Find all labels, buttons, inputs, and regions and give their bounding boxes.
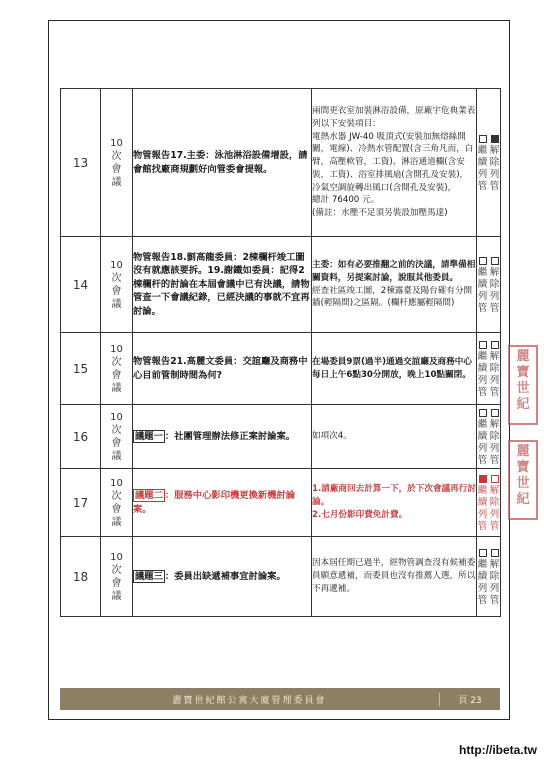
resolution-line: 1.請廠商回去計算一下，於下次會議再行討論。 (312, 484, 476, 508)
status-char: 列 (489, 582, 500, 594)
session-label (101, 469, 133, 537)
session-char: 10 (110, 137, 123, 149)
session-label (101, 405, 133, 469)
session-char: 10 (110, 411, 123, 423)
resolution-line: 因本屆任期已過半，經物管調查沒有候補委員願意遞補，而委員也沒有推薦人選，所以不再遞補。 (312, 558, 476, 594)
session-char: 會 (111, 369, 122, 381)
status-char: 續 (477, 430, 488, 442)
checkbox[interactable] (479, 257, 487, 265)
item-number: 14 (61, 237, 101, 333)
resolution (312, 333, 477, 405)
status-char: 解 (489, 144, 500, 156)
status-continue[interactable] (477, 409, 488, 467)
status-char: 繼 (477, 350, 488, 362)
status-char: 除 (489, 430, 500, 442)
session-char: 會 (111, 577, 122, 589)
checkbox[interactable] (491, 135, 499, 143)
stamp-char: 寶 (516, 365, 530, 380)
status-char: 管 (477, 594, 488, 606)
status-release[interactable] (489, 549, 500, 607)
agenda-text: 物管報告21.高麗文委員：交誼廳及商務中心目前管制時間為何? (133, 355, 308, 381)
session-char: 10 (110, 259, 123, 271)
status-char: 管 (489, 454, 500, 466)
table-row (61, 333, 501, 405)
status-continue[interactable] (477, 135, 488, 193)
status-char: 列 (489, 442, 500, 454)
status-continue[interactable] (477, 549, 488, 607)
agenda-item (133, 405, 312, 469)
status-cell (477, 333, 501, 405)
session-char: 議 (111, 450, 122, 462)
status-char: 列 (477, 374, 488, 386)
stamp-char: 麗 (516, 349, 530, 364)
stamp-char: 世 (516, 381, 530, 396)
status-char: 解 (489, 266, 500, 278)
seal-stamp (508, 345, 538, 425)
page-number: 頁 23 (439, 693, 500, 706)
item-number: 17 (61, 469, 101, 537)
session-char: 議 (111, 176, 122, 188)
agenda-text: 物管報告17.主委：泳池淋浴設備增設，請會館找廠商規劃好向管委會提報。 (133, 149, 308, 175)
status-char: 續 (477, 496, 488, 508)
status-release[interactable] (489, 341, 500, 399)
status-continue[interactable] (477, 341, 488, 399)
status-cell (477, 469, 501, 537)
status-char: 除 (489, 570, 500, 582)
item-number: 16 (61, 405, 101, 469)
resolution (312, 537, 477, 617)
status-cell (477, 89, 501, 237)
minutes-table (60, 88, 501, 617)
status-char: 管 (477, 180, 488, 192)
status-char: 列 (477, 290, 488, 302)
agenda-text: ：服務中心影印機更換新機討論案。 (133, 489, 296, 515)
status-char: 繼 (477, 558, 488, 570)
checkbox[interactable] (491, 549, 499, 557)
status-char: 續 (477, 570, 488, 582)
session-label (101, 89, 133, 237)
agenda-item (133, 469, 312, 537)
checkbox[interactable] (479, 549, 487, 557)
status-char: 續 (477, 362, 488, 374)
session-char: 次 (111, 490, 122, 502)
status-char: 管 (489, 302, 500, 314)
session-char: 10 (110, 343, 123, 355)
status-char: 列 (477, 582, 488, 594)
status-char: 列 (477, 508, 488, 520)
item-number: 18 (61, 537, 101, 617)
status-char: 管 (489, 520, 500, 532)
item-number: 15 (61, 333, 101, 405)
resolution-line: 電熱水器 JW-40 吸頂式(安裝加無熔絲開關，電線)、冷熱水管配置(含三角凡而，白臂，高壓軟管，工資)、淋浴通道欄(含安裝，工資)、浴室排風扇(含開孔及安裝)，冷氣空調旋轉出風口(含開孔及安裝)， (312, 131, 474, 193)
agenda-tag: 議題三 (135, 570, 163, 582)
status-char: 續 (477, 278, 488, 290)
resolution (312, 89, 477, 237)
status-cell (477, 405, 501, 469)
resolution-line: 如項次4。 (312, 431, 352, 442)
status-release[interactable] (489, 135, 500, 193)
resolution (312, 237, 477, 333)
status-char: 管 (477, 386, 488, 398)
status-char: 除 (489, 278, 500, 290)
agenda-text: 物管報告18.劉高龍委員：2棟欄杆竣工圖沒有就應該要拆。19.謝鐵如委員：記得2棟欄杆的討論在本屆會議中已有決議，請物管查一下會議紀錄，已經決議的事就不宜再討論。 (133, 251, 310, 317)
status-char: 繼 (477, 144, 488, 156)
footer-bar (60, 688, 500, 710)
stamp-char: 麗 (516, 444, 530, 459)
resolution-line: 總計 76400 元。 (312, 195, 380, 206)
checkbox[interactable] (491, 409, 499, 417)
table-row (61, 537, 501, 617)
status-release[interactable] (489, 409, 500, 467)
status-char: 列 (489, 508, 500, 520)
checkbox[interactable] (479, 409, 487, 417)
status-continue[interactable] (477, 475, 488, 533)
status-char: 繼 (477, 418, 488, 430)
status-char: 列 (489, 290, 500, 302)
checkbox[interactable] (491, 257, 499, 265)
session-char: 次 (111, 150, 122, 162)
session-char: 次 (111, 564, 122, 576)
resolution-line: (備註：水壓不足須另裝設加壓馬達) (312, 208, 448, 219)
session-char: 議 (111, 516, 122, 528)
agenda-text: ：社團管理辦法修正案討論案。 (164, 430, 296, 442)
status-char: 管 (477, 454, 488, 466)
agenda-text: ：委員出缺遞補事宜討論案。 (164, 570, 286, 582)
session-label (101, 333, 133, 405)
checkbox[interactable] (479, 135, 487, 143)
session-label (101, 537, 133, 617)
status-cell (477, 537, 501, 617)
agenda-tag: 議題二 (135, 489, 163, 501)
agenda-item (133, 89, 312, 237)
table-row (61, 89, 501, 237)
resolution (312, 405, 477, 469)
status-release[interactable] (489, 257, 500, 315)
status-char: 列 (477, 168, 488, 180)
session-char: 10 (110, 551, 123, 563)
resolution-line: 2.七月份影印費免計費。 (312, 509, 408, 520)
session-char: 議 (111, 590, 122, 602)
status-char: 管 (477, 520, 488, 532)
session-char: 會 (111, 437, 122, 449)
session-char: 10 (110, 477, 123, 489)
session-char: 會 (111, 285, 122, 297)
resolution-line: 主委：如有必要推翻之前的決議，請準備相關資料，另提案討論，說服其他委員。 (312, 259, 476, 283)
session-char: 會 (111, 503, 122, 515)
agenda-tag: 議題一 (135, 430, 163, 442)
table-row (61, 405, 501, 469)
agenda-item (133, 333, 312, 405)
status-char: 管 (489, 386, 500, 398)
resolution (312, 469, 477, 537)
status-char: 列 (489, 168, 500, 180)
status-release[interactable] (489, 475, 500, 533)
status-char: 解 (489, 350, 500, 362)
agenda-item (133, 537, 312, 617)
status-char: 繼 (477, 266, 488, 278)
checkbox[interactable] (479, 341, 487, 349)
session-char: 次 (111, 424, 122, 436)
seal-stamp (508, 440, 538, 520)
resolution-line: 經查社區竣工圖，2棟露臺及陽台確有分開牆(輕隔間)之區隔。(欄杆應屬輕隔間) (312, 285, 473, 309)
status-char: 解 (489, 484, 500, 496)
checkbox[interactable] (491, 475, 499, 483)
item-number: 13 (61, 89, 101, 237)
stamp-char: 紀 (516, 397, 530, 412)
status-char: 列 (477, 442, 488, 454)
resolution-line: 在場委員9票(過半)通過交誼廳及商務中心每日上午6點30分開放，晚上10點關閉。 (312, 356, 472, 380)
status-cell (477, 237, 501, 333)
status-char: 管 (489, 594, 500, 606)
status-char: 管 (477, 302, 488, 314)
checkbox[interactable] (491, 341, 499, 349)
watermark-url: http://ibeta.tw (456, 742, 540, 758)
status-continue[interactable] (477, 257, 488, 315)
status-char: 除 (489, 156, 500, 168)
session-char: 次 (111, 272, 122, 284)
stamp-char: 世 (516, 476, 530, 491)
stamp-char: 紀 (516, 492, 530, 507)
resolution-line: 兩間更衣室加裝淋浴設備，原廠宇危典業表列以下安裝項目： (312, 105, 476, 129)
session-label (101, 237, 133, 333)
table-row (61, 469, 501, 537)
session-char: 議 (111, 382, 122, 394)
session-char: 議 (111, 298, 122, 310)
status-char: 續 (477, 156, 488, 168)
status-char: 列 (489, 374, 500, 386)
session-char: 次 (111, 356, 122, 368)
status-char: 解 (489, 558, 500, 570)
status-char: 繼 (477, 484, 488, 496)
status-char: 除 (489, 362, 500, 374)
status-char: 解 (489, 418, 500, 430)
table-row (61, 237, 501, 333)
session-char: 會 (111, 163, 122, 175)
stamp-char: 寶 (516, 460, 530, 475)
footer-title: 麗寶世紀館公寓大廈管理委員會 (172, 695, 327, 706)
status-char: 管 (489, 180, 500, 192)
agenda-item (133, 237, 312, 333)
status-char: 除 (489, 496, 500, 508)
checkbox[interactable] (479, 475, 487, 483)
